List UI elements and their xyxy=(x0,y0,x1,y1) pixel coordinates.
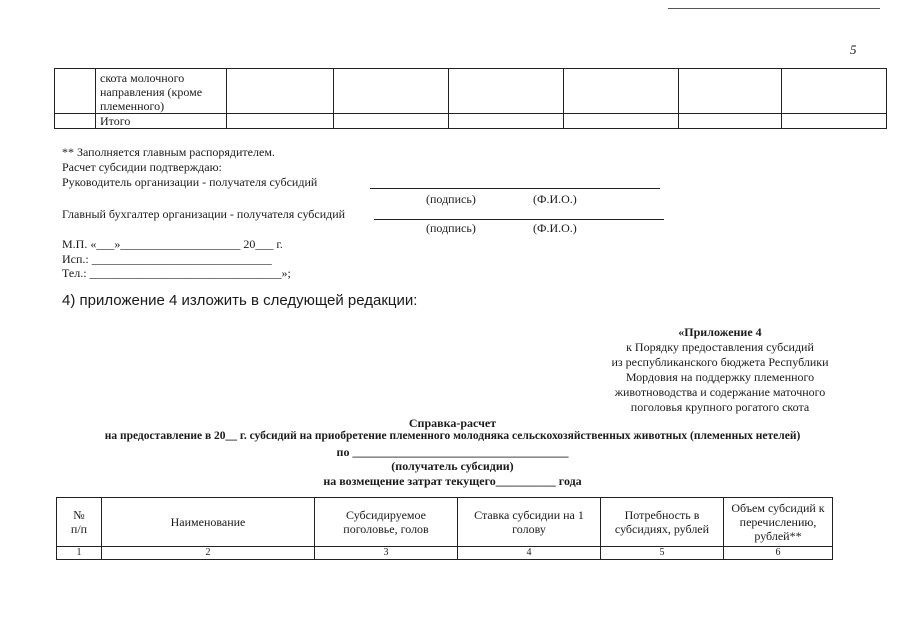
top-table xyxy=(54,68,887,129)
header-text: Потребность в xyxy=(624,508,700,522)
appendix-line: животноводства и содержание маточного xyxy=(614,385,826,399)
appendix-line: поголовья крупного рогатого скота xyxy=(630,400,810,414)
confirm-text: Расчет субсидии подтверждаю: xyxy=(62,160,222,174)
header-text: голову xyxy=(512,522,546,536)
table-cell xyxy=(782,69,887,114)
table-cell xyxy=(55,69,96,114)
header-text: Объем субсидий к xyxy=(731,501,825,515)
table-cell xyxy=(334,114,449,129)
recipient-caption: (получатель субсидии) xyxy=(391,459,514,473)
header-volume xyxy=(724,498,833,547)
row-text: скота молочного xyxy=(100,71,185,85)
footnote: ** Заполняется главным распорядителем. xyxy=(62,145,275,159)
table-row xyxy=(55,69,887,114)
header-text: Ставка субсидии на 1 xyxy=(474,508,584,522)
column-number: 5 xyxy=(601,547,724,560)
phone-line: Тел.: ________________________________»; xyxy=(62,266,291,280)
header-number xyxy=(57,498,102,547)
header-text: п/п xyxy=(70,522,88,536)
spravka-subtitle: на предоставление в 20__ г. субсидий на приобретение племенного молодняка сельскохозяйственных животных (племенных нетелей) xyxy=(104,430,801,442)
table-cell xyxy=(334,69,449,114)
name-caption: (Ф.И.О.) xyxy=(533,221,577,235)
column-number: 1 xyxy=(57,547,102,560)
table-cell-total: Итого xyxy=(96,114,227,129)
table-cell-description xyxy=(96,69,227,114)
table-cell xyxy=(55,114,96,129)
accountant-label: Главный бухгалтер организации - получателя субсидий xyxy=(62,207,346,221)
row-text: племенного) xyxy=(100,99,165,113)
spravka-po-line: по ____________________________________ xyxy=(336,445,569,459)
table-cell xyxy=(564,69,679,114)
performer-line: Исп.: ______________________________ xyxy=(62,252,272,266)
signature-caption: (подпись) xyxy=(426,221,476,235)
table-row xyxy=(57,547,833,560)
appendix-line: из республиканского бюджета Республики xyxy=(611,355,829,369)
header-text: перечислению, xyxy=(739,515,817,529)
table-cell xyxy=(449,114,564,129)
table-cell xyxy=(227,114,334,129)
accountant-signature-line xyxy=(374,218,664,220)
header-need xyxy=(601,498,724,547)
appendix-block xyxy=(545,325,895,415)
appendix-line: к Порядку предоставления субсидий xyxy=(626,340,814,354)
cost-line: на возмещение затрат текущего__________ года xyxy=(323,474,582,488)
spravka-table xyxy=(56,497,833,560)
header-text: Субсидируемое xyxy=(345,508,426,522)
appendix-title: «Приложение 4 xyxy=(678,325,762,339)
mp-line: М.П. «___»____________________ 20___ г. xyxy=(62,237,283,251)
table-cell xyxy=(449,69,564,114)
header-text: поголовье, голов xyxy=(343,522,429,536)
table-cell xyxy=(782,114,887,129)
head-label: Руководитель организации - получателя субсидий xyxy=(62,175,318,189)
name-caption: (Ф.И.О.) xyxy=(533,192,577,206)
appendix-line: Мордовия на поддержку племенного xyxy=(625,370,815,384)
header-text: Наименование xyxy=(170,515,246,529)
top-rule xyxy=(668,8,880,9)
column-number: 4 xyxy=(458,547,601,560)
page-number: 5 xyxy=(850,42,857,57)
table-cell xyxy=(564,114,679,129)
table-header-row xyxy=(57,498,833,547)
head-signature-line xyxy=(370,187,660,189)
header-text: № xyxy=(73,508,85,522)
header-rate xyxy=(458,498,601,547)
header-livestock xyxy=(315,498,458,547)
header-text: рублей** xyxy=(754,529,802,543)
table-cell xyxy=(679,69,782,114)
table-cell xyxy=(679,114,782,129)
table-row xyxy=(55,114,887,129)
column-number: 6 xyxy=(724,547,833,560)
column-number: 3 xyxy=(315,547,458,560)
header-text: субсидиях, рублей xyxy=(614,522,710,536)
spravka-title: Справка-расчет xyxy=(408,416,497,430)
table-cell xyxy=(227,69,334,114)
column-number: 2 xyxy=(102,547,315,560)
signature-caption: (подпись) xyxy=(426,192,476,206)
header-name xyxy=(102,498,315,547)
instruction-text: 4) приложение 4 изложить в следующей редакции: xyxy=(62,292,418,309)
row-text: направления (кроме xyxy=(100,85,203,99)
